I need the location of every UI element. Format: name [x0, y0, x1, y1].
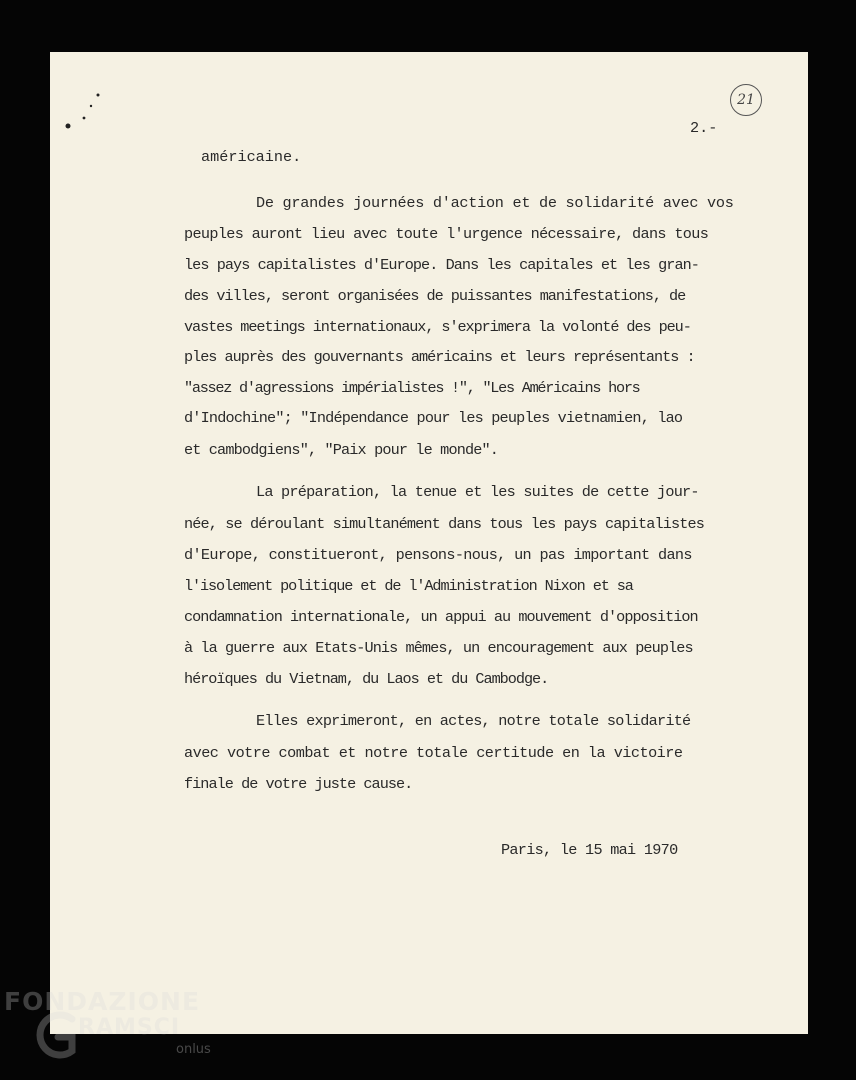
- document-page: [50, 52, 808, 1034]
- text-line: des villes, seront organisées de puissantes manifestations, de: [184, 287, 686, 305]
- text-line: finale de votre juste cause.: [184, 775, 413, 793]
- text-line: vastes meetings internationaux, s'exprimera la volonté des peu-: [184, 318, 691, 336]
- text-line: à la guerre aux Etats-Unis mêmes, un encouragement aux peuples: [184, 639, 693, 657]
- text-line: d'Indochine"; "Indépendance pour les peuples vietnamien, lao: [184, 409, 683, 427]
- page-number: 2.-: [690, 119, 718, 137]
- text-line: ples auprès des gouvernants américains et leurs représentants :: [184, 348, 695, 366]
- text-line: l'isolement politique et de l'Administration Nixon et sa: [184, 577, 633, 595]
- folio-number: [730, 84, 762, 116]
- text-line: avec votre combat et notre totale certitude en la victoire: [184, 744, 683, 762]
- g-logo-icon: [32, 1005, 80, 1065]
- watermark-title: FONDAZIONE: [4, 987, 201, 1016]
- text-line: américaine.: [201, 148, 302, 166]
- archive-watermark: [0, 985, 230, 1080]
- text-line: d'Europe, constitueront, pensons-nous, un pas important dans: [184, 546, 692, 564]
- text-line: De grandes journées d'action et de solidarité avec vos: [256, 194, 734, 212]
- watermark-subtitle: RAMSCI: [78, 1015, 181, 1040]
- text-line: née, se déroulant simultanément dans tous les pays capitalistes: [184, 515, 705, 533]
- text-line: et cambodgiens", "Paix pour le monde".: [184, 441, 499, 459]
- text-line: condamnation internationale, un appui au mouvement d'opposition: [184, 608, 698, 626]
- watermark-suffix: onlus: [176, 1042, 211, 1057]
- text-line: La préparation, la tenue et les suites de cette jour-: [256, 483, 699, 501]
- text-line: peuples auront lieu avec toute l'urgence nécessaire, dans tous: [184, 225, 709, 243]
- folio-number-text: 21: [737, 92, 755, 108]
- ink-marks-icon: [64, 92, 104, 132]
- text-line: Elles exprimeront, en actes, notre totale solidarité: [256, 712, 691, 730]
- text-line: les pays capitalistes d'Europe. Dans les capitales et les gran-: [184, 256, 699, 274]
- text-line: héroïques du Vietnam, du Laos et du Cambodge.: [184, 670, 549, 688]
- text-line: "assez d'agressions impérialistes !", "Les Américains hors: [184, 379, 640, 397]
- signature-date: Paris, le 15 mai 1970: [501, 841, 678, 859]
